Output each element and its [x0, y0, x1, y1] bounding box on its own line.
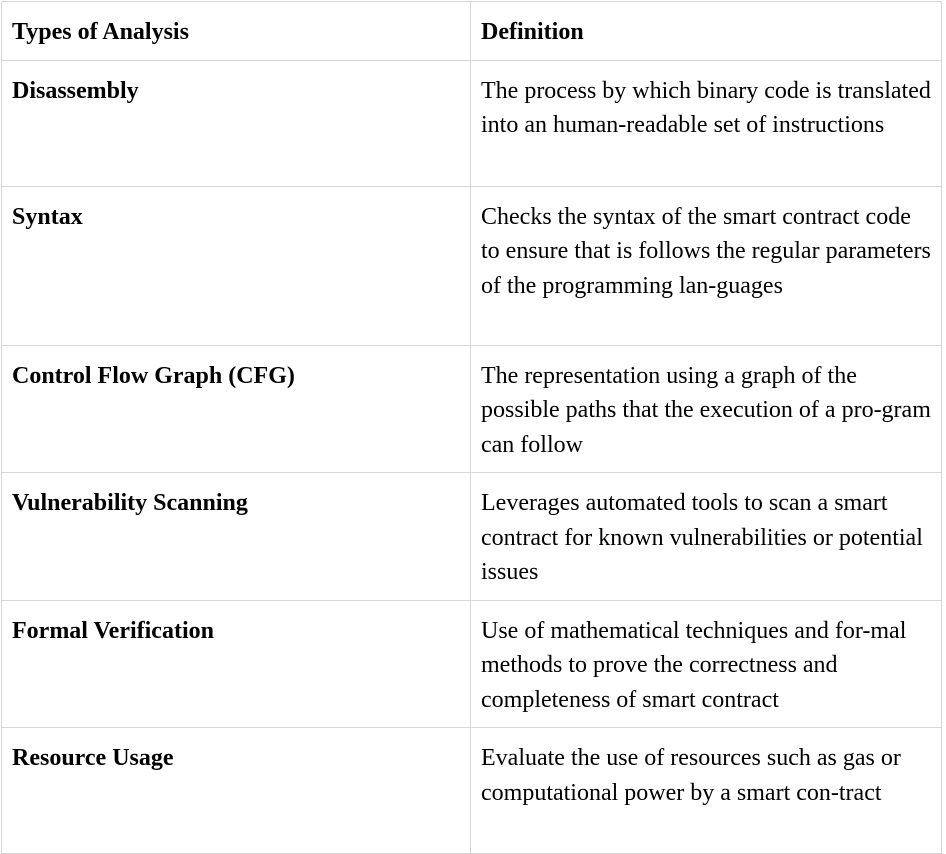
table-row — [2, 728, 942, 854]
table-row — [2, 473, 942, 601]
analysis-type-cell: Control Flow Graph (CFG) — [2, 345, 471, 473]
analysis-type-cell: Resource Usage — [2, 728, 471, 854]
definition-cell: The process by which binary code is translated into an human-readable set of instructions — [471, 60, 942, 186]
definition-cell: Use of mathematical techniques and for-mal methods to prove the correctness and completeness of smart contract — [471, 600, 942, 728]
definition-cell: Leverages automated tools to scan a smart contract for known vulnerabilities or potential issues — [471, 473, 942, 601]
definition-cell: The representation using a graph of the possible paths that the execution of a pro-gram can follow — [471, 345, 942, 473]
table-header-row — [2, 2, 942, 61]
table-row — [2, 345, 942, 473]
definition-cell: Evaluate the use of resources such as gas or computational power by a smart con-tract — [471, 728, 942, 854]
definition-cell: Checks the syntax of the smart contract code to ensure that is follows the regular parameters of the programming lan-guages — [471, 186, 942, 345]
header-definition: Definition — [471, 2, 942, 61]
table-row — [2, 60, 942, 186]
analysis-type-cell: Disassembly — [2, 60, 471, 186]
analysis-type-cell: Formal Verification — [2, 600, 471, 728]
analysis-type-cell: Syntax — [2, 186, 471, 345]
table-row — [2, 186, 942, 345]
analysis-type-cell: Vulnerability Scanning — [2, 473, 471, 601]
table-row — [2, 600, 942, 728]
analysis-types-table — [1, 1, 942, 854]
header-types-of-analysis: Types of Analysis — [2, 2, 471, 61]
